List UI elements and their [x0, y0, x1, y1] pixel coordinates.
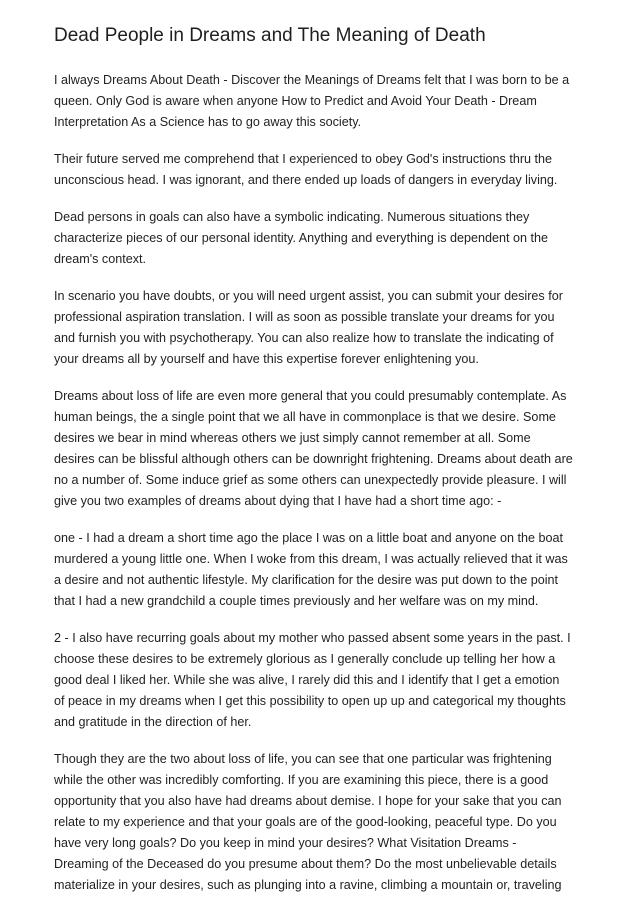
text-line: I always Dreams About Death - Discover the Meanings of Dreams felt that I was born to be a [54, 73, 570, 87]
text-line: relate to my experience and that your goals are of the good-looking, peaceful type. Do you [54, 815, 557, 829]
text-line: human beings, the a single point that we all have in commonplace is that we desire. Some [54, 410, 556, 424]
text-line: of peace in my dreams when I get this possibility to open up up and categorical my thoughts [54, 694, 566, 708]
text-line: have very long goals? Do you keep in mind your desires? What Visitation Dreams - [54, 836, 517, 850]
text-line: choose these desires to be extremely glorious as I generally conclude up telling her how a [54, 652, 556, 666]
paragraph-5 [54, 386, 604, 512]
text-line: no a number of. Some induce grief as some others can unexpectedly provide pleasure. I will [54, 473, 567, 487]
paragraph-7 [54, 628, 604, 733]
text-line: desires we bear in mind whereas others we just simply cannot remember at all. Some [54, 431, 531, 445]
text-line: good deal I liked her. While she was alive, I rarely did this and I identify that I get a emotion [54, 673, 560, 687]
text-line: dream's context. [54, 252, 146, 266]
text-line: murdered a young little one. When I woke from this dream, I was actually relieved that it was [54, 552, 568, 566]
paragraph-2 [54, 149, 604, 191]
text-line: one - I had a dream a short time ago the place I was on a little boat and anyone on the boat [54, 531, 563, 545]
text-line: Though they are the two about loss of life, you can see that one particular was frightening [54, 752, 552, 766]
text-line: Interpretation As a Science has to go away this society. [54, 115, 362, 129]
text-line: materialize in your desires, such as plunging into a ravine, climbing a mountain or, traveling [54, 878, 562, 892]
text-line: 2 - I also have recurring goals about my mother who passed absent some years in the past. I [54, 631, 571, 645]
text-line: while the other was incredibly comforting. If you are examining this piece, there is a good [54, 773, 549, 787]
text-line: Dead persons in goals can also have a symbolic indicating. Numerous situations they [54, 210, 530, 224]
text-line: and furnish you with psychotherapy. You can also realize how to translate the indicating of [54, 331, 554, 345]
text-line: professional aspiration translation. I will as soon as possible translate your dreams for you [54, 310, 555, 324]
text-line: characterize pieces of our personal identity. Anything and everything is dependent on the [54, 231, 549, 245]
text-line: Dreams about loss of life are even more general that you could presumably contemplate. As [54, 389, 567, 403]
text-line: unconscious head. I was ignorant, and there ended up loads of dangers in everyday living. [54, 173, 558, 187]
document-title: Dead People in Dreams and The Meaning of Death [54, 25, 486, 46]
text-line: desires can be blissful although others can be downright frightening. Dreams about death are [54, 452, 573, 466]
paragraph-3 [54, 207, 604, 270]
paragraph-6 [54, 528, 604, 612]
text-line: a desire and not authentic lifestyle. My clarification for the desire was put down to the point [54, 573, 559, 587]
text-line: opportunity that you also have had dreams about demise. I hope for your sake that you can [54, 794, 562, 808]
text-line: Dreaming of the Deceased do you presume about them? Do the most unbelievable details [54, 857, 557, 871]
paragraph-8 [54, 749, 604, 896]
paragraph-1 [54, 70, 604, 133]
text-line: that I had a new grandchild a couple times previously and her welfare was on my mind. [54, 594, 539, 608]
text-line: Their future served me comprehend that I experienced to obey God's instructions thru the [54, 152, 553, 166]
text-line: queen. Only God is aware when anyone How to Predict and Avoid Your Death - Dream [54, 94, 537, 108]
paragraph-4 [54, 286, 604, 370]
document-body [54, 70, 604, 896]
text-line: In scenario you have doubts, or you will need urgent assist, you can submit your desires for [54, 289, 563, 303]
text-line: give you two examples of dreams about dying that I have had a short time ago: - [54, 494, 502, 508]
text-line: and gratitude in the direction of her. [54, 715, 252, 729]
text-line: your dreams all by yourself and have this expertise forever enlightening you. [54, 352, 479, 366]
